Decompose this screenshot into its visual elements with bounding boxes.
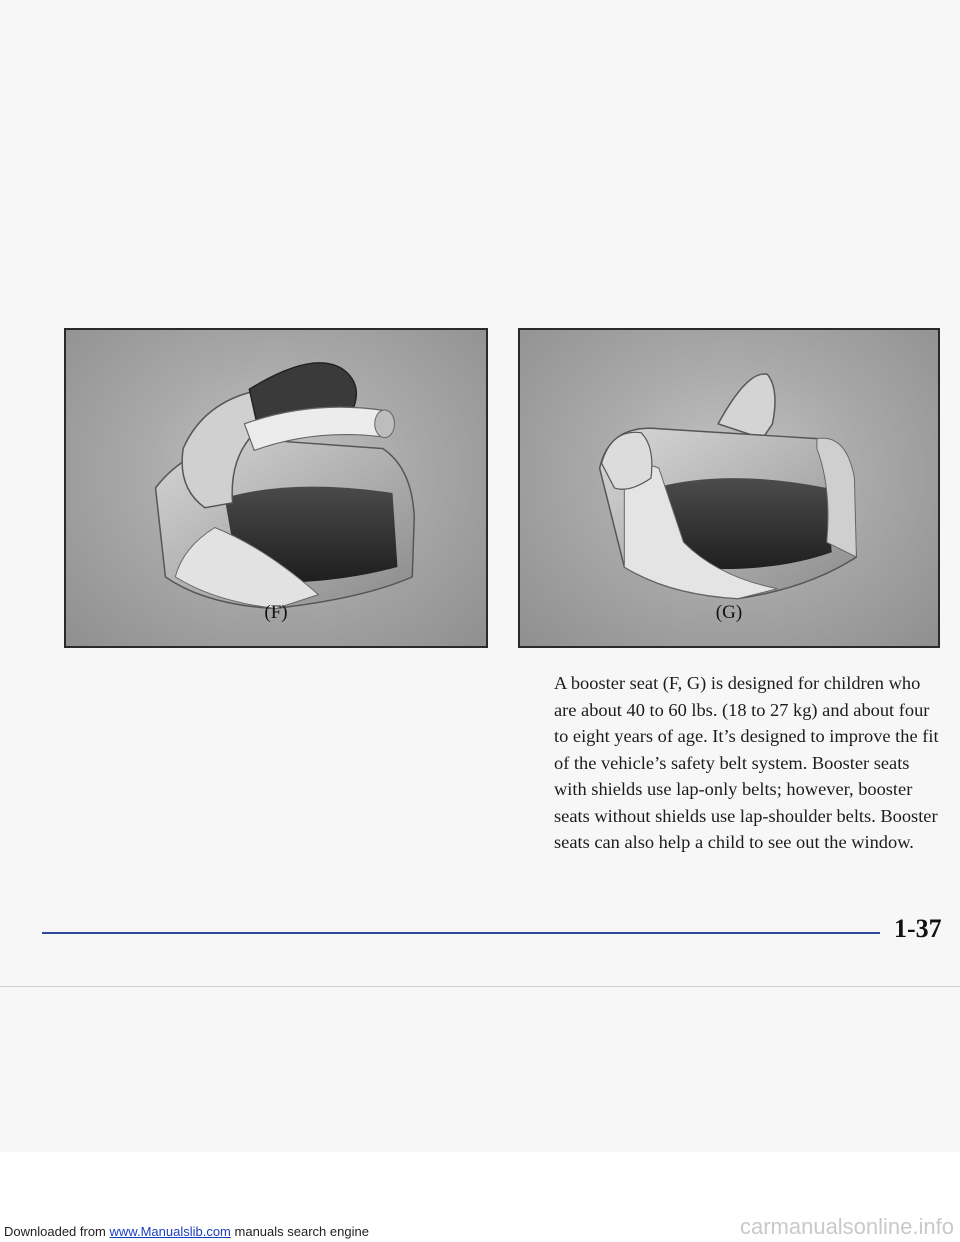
manualslib-link[interactable]: www.Manualslib.com <box>109 1224 231 1239</box>
page-number: 1-37 <box>894 914 942 943</box>
figure-label-f: (F) <box>264 602 288 623</box>
footer-prefix: Downloaded from <box>4 1224 106 1239</box>
figure-booster-seat-with-shield <box>64 328 488 648</box>
figure-booster-seat-without-shield <box>518 328 940 648</box>
figure-label-g: (G) <box>715 602 743 623</box>
page-divider <box>0 986 960 987</box>
download-footer <box>4 1224 369 1239</box>
watermark-text: carmanualsonline.info <box>739 1214 954 1239</box>
booster-seat-shield-illustration <box>66 330 486 646</box>
page-rule <box>42 932 880 934</box>
booster-seat-description: A booster seat (F, G) is designed for children who are about 40 to 60 lbs. (18 to 27 kg) and about four to eight years of age. It’s designed to improve the fit of the vehicle’s safety belt system. Booster seats with shields use lap-only belts; however, booster seats without shields use lap-shoulder belts. Booster seats can also help a child to see out the window. <box>554 673 939 852</box>
booster-seat-no-shield-illustration <box>520 330 938 646</box>
footer-suffix: manuals search engine <box>234 1224 369 1239</box>
